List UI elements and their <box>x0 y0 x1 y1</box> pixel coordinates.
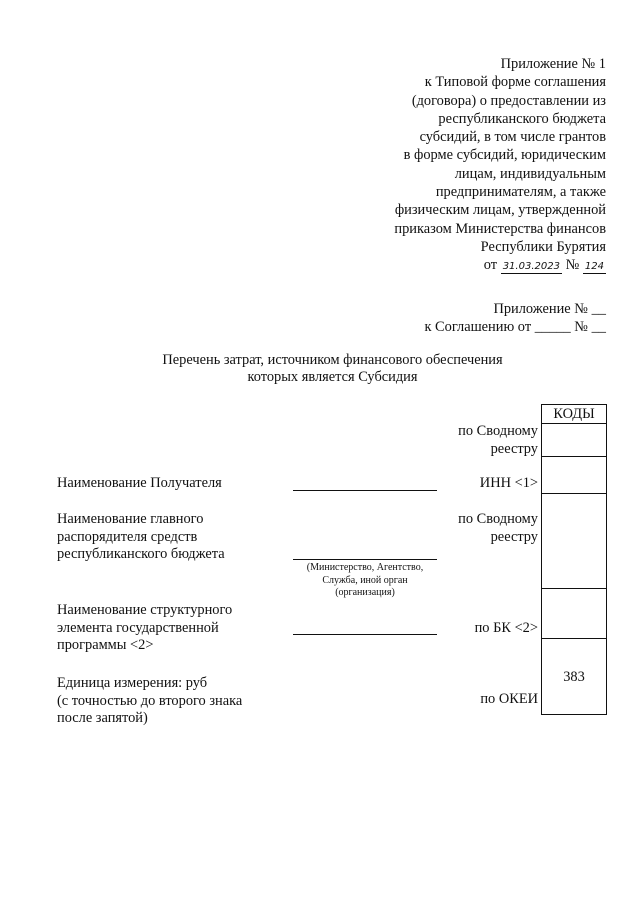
left-label-line: Наименование структурного <box>57 602 233 618</box>
right-label-line: по БК <2> <box>474 620 538 636</box>
left-label-line: элемента государственной <box>57 619 219 636</box>
right-label-okei <box>388 691 538 709</box>
document-title <box>0 352 639 386</box>
left-label-line: (с точностью до второго знака <box>57 692 243 709</box>
annex-line: в форме субсидий, юридическим <box>403 147 606 164</box>
annex-line: приказом Министерства финансов <box>394 220 606 237</box>
label-unit-of-measure <box>57 675 297 728</box>
code-cell-okei[interactable]: 383 <box>542 638 606 714</box>
left-label-line: после запятой) <box>57 710 148 726</box>
annex-line: субсидий, в том числе грантов <box>419 129 606 146</box>
right-label-line: реестру <box>490 440 538 457</box>
handwritten-number: 124 <box>584 261 604 273</box>
label-program-element <box>57 602 287 655</box>
caption-line: Служба, иной орган <box>322 574 408 586</box>
left-label-line: Единица измерения: руб <box>57 675 208 691</box>
right-label-registry-1 <box>388 423 538 458</box>
right-label-line: ИНН <1> <box>479 475 538 491</box>
label-recipient-name <box>57 475 287 493</box>
annex-agreement-line2: к Соглашению от _____ № __ <box>424 319 606 336</box>
right-label-line: по Сводному <box>458 511 538 527</box>
annex-line: республиканского бюджета <box>438 110 606 127</box>
date-prefix: от <box>483 257 498 274</box>
codes-table <box>541 404 607 715</box>
annex-agreement <box>306 300 606 337</box>
right-label-line: по ОКЕИ <box>480 691 538 707</box>
right-label-registry-2 <box>388 511 538 546</box>
annex-line: лицам, индивидуальным <box>454 165 606 182</box>
handwritten-date: 31.03.2023 <box>502 261 560 273</box>
left-label-line: программы <2> <box>57 637 154 653</box>
code-cell-registry-1[interactable] <box>542 423 606 456</box>
right-label-line: по Сводному <box>458 423 538 439</box>
main-administrator-field[interactable] <box>293 559 437 560</box>
annex-date-line <box>306 256 606 274</box>
code-cell-inn[interactable] <box>542 456 606 493</box>
caption-line: (организация) <box>335 587 395 598</box>
right-label-bk <box>388 620 538 638</box>
annex-line: (договора) о предоставлении из <box>411 92 606 109</box>
annex-line: к Типовой форме соглашения <box>424 74 606 91</box>
number-sign: № <box>565 257 580 274</box>
caption-line: (Министерство, Агентство, <box>306 562 424 573</box>
code-cell-registry-2[interactable] <box>542 493 606 588</box>
annex-line: Приложение № 1 <box>500 56 606 72</box>
left-label-line: Наименование главного <box>57 511 204 527</box>
administrator-caption <box>283 562 447 600</box>
left-label-line: республиканского бюджета <box>57 546 225 562</box>
annex-line: предпринимателям, а также <box>435 184 606 201</box>
left-label-line: Наименование Получателя <box>57 475 222 491</box>
code-cell-bk[interactable] <box>542 588 606 638</box>
title-line2: которых является Субсидия <box>247 369 418 385</box>
right-label-line: реестру <box>490 528 538 545</box>
label-main-administrator <box>57 511 287 564</box>
annex-header <box>306 55 606 275</box>
annex-line: Республики Бурятия <box>480 238 606 255</box>
left-label-line: распорядителя средств <box>57 528 198 545</box>
annex-line: физическим лицам, утвержденной <box>394 202 606 219</box>
codes-header: КОДЫ <box>553 406 595 422</box>
right-label-inn <box>388 475 538 493</box>
annex-agreement-line1: Приложение № __ <box>493 301 606 317</box>
title-line1: Перечень затрат, источником финансового обеспечения <box>162 352 503 368</box>
